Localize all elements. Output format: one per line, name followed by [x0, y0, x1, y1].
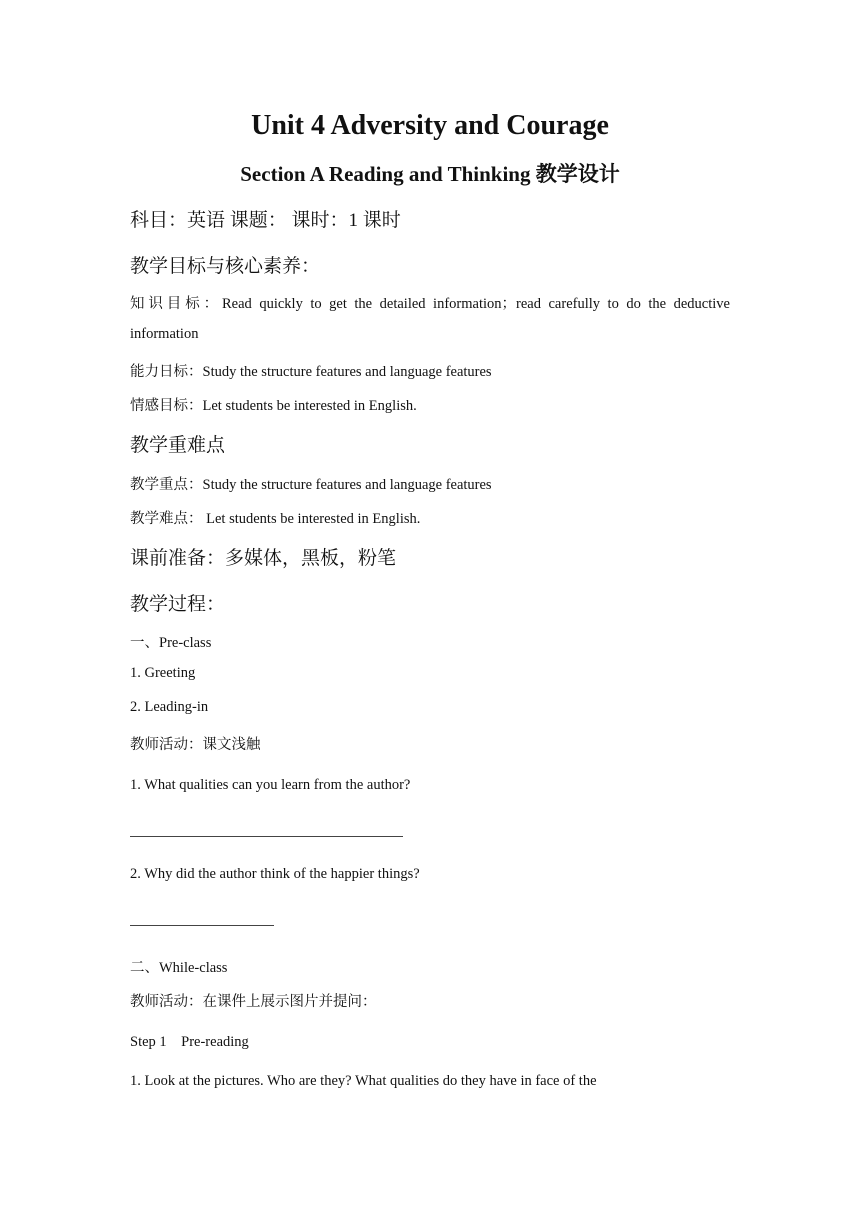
emotion-goal: 情感目标：Let students be interested in English.: [130, 398, 417, 414]
objectives-heading: 教学目标与核心素养：: [130, 256, 321, 277]
step-1-heading: Step 1 Pre-reading: [130, 1034, 249, 1050]
whileclass-heading: 二、While-class: [130, 960, 228, 976]
process-heading: 教学过程：: [130, 594, 226, 615]
key-point: 教学重点：Study the structure features and language features: [130, 477, 492, 493]
question-1: 1. What qualities can you learn from the author?: [130, 777, 411, 793]
look-pictures-item: 1. Look at the pictures. Who are they? What qualities do they have in face of the: [130, 1073, 597, 1089]
teacher-activity-1: 教师活动：课文浅触: [130, 737, 261, 753]
preparation-line: 课前准备：多媒体，黑板，粉笔: [130, 548, 397, 569]
knowledge-goal-line1: 知识目标：Read quickly to get the detailed information；read carefully to do the deductive: [130, 296, 730, 312]
greeting-item: 1. Greeting: [130, 665, 196, 681]
key-points-heading: 教学重难点: [130, 435, 226, 456]
difficult-point: 教学难点： Let students be interested in English.: [130, 511, 421, 527]
ability-goal: 能力日标：Study the structure features and language features: [130, 364, 492, 380]
document-subtitle: Section A Reading and Thinking 教学设计: [240, 162, 620, 186]
answer-blank-2: [130, 925, 274, 926]
teacher-activity-2: 教师活动：在课件上展示图片并提问：: [130, 994, 377, 1010]
knowledge-goal-line2: information: [130, 326, 199, 342]
document-title: Unit 4 Adversity and Courage: [251, 110, 609, 141]
answer-blank-1: [130, 836, 403, 837]
preclass-heading: 一、Pre-class: [130, 635, 212, 651]
question-2: 2. Why did the author think of the happier things?: [130, 866, 420, 882]
meta-line: 科目：英语 课题： 课时：1 课时: [130, 210, 401, 231]
leading-in-item: 2. Leading-in: [130, 699, 209, 715]
